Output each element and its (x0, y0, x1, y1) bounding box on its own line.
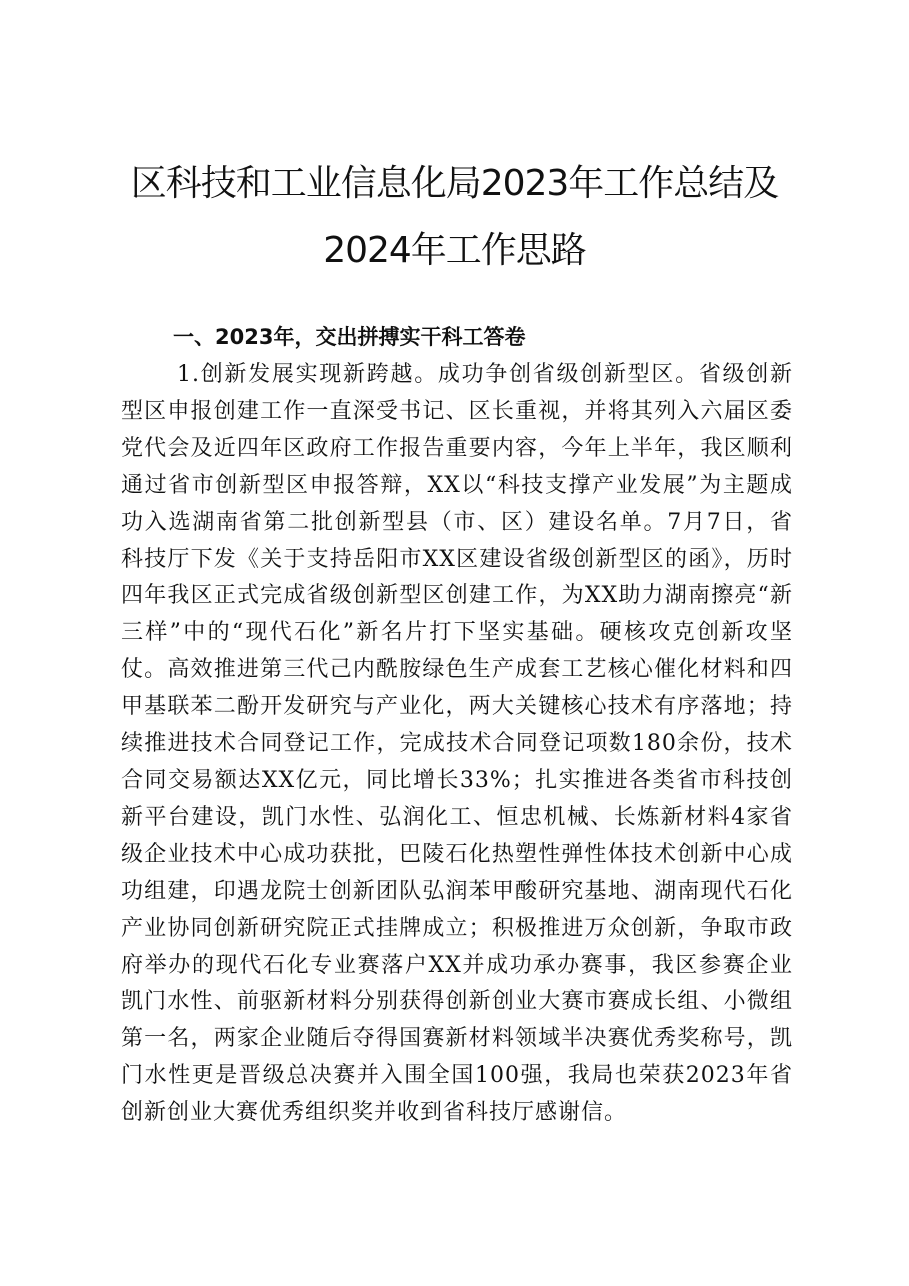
body-paragraph: 1.创新发展实现新跨越。成功争创省级创新型区。省级创新型区申报创建工作一直深受书记、区长重视，并将其列入六届区委党代会及近四年区政府工作报告重要内容，今年上半年，我区顺利通过省市创新型区申报答辩，XX以“科技支撑产业发展”为主题成功入选湖南省第二批创新型县（市、区）建设名单。7月7日，省科技厅下发《关于支持岳阳市XX区建设省级创新型区的函》，历时四年我区正式完成省级创新型区创建工作，为XX助力湖南擦亮“新三样”中的“现代石化”新名片打下坚实基础。硬核攻克创新攻坚仗。高效推进第三代己内酰胺绿色生产成套工艺核心催化材料和四甲基联苯二酚开发研究与产业化，两大关键核心技术有序落地；持续推进技术合同登记工作，完成技术合同登记项数180余份，技术合同交易额达XX亿元，同比增长33%；扎实推进各类省市科技创新平台建设，凯门水性、弘润化工、恒忠机械、长炼新材料4家省级企业技术中心成功获批，巴陵石化热塑性弹性体技术创新中心成功组建，印遇龙院士创新团队弘润苯甲酸研究基地、湖南现代石化产业协同创新研究院正式挂牌成立；积极推进万众创新，争取市政府举办的现代石化专业赛落户XX并成功承办赛事，我区参赛企业凯门水性、前驱新材料分别获得创新创业大赛市赛成长组、小微组第一名，两家企业随后夺得国赛新材料领域半决赛优秀奖称号，凯门水性更是晋级总决赛并入围全国100强，我局也荣获2023年省创新创业大赛优秀组织奖并收到省科技厅感谢信。 (121, 362, 793, 1126)
section-heading: 一、2023年，交出拼搏实干科工答卷 (173, 325, 526, 349)
document-title-line1: 区科技和工业信息化局2023年工作总结及 (130, 163, 779, 204)
document-title-line2: 2024年工作思路 (323, 230, 586, 271)
